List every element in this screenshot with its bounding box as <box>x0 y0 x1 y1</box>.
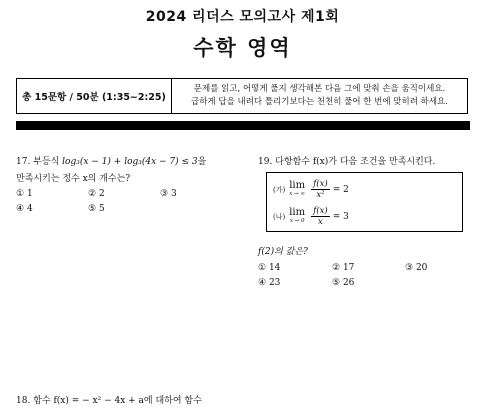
question-17-text-end: 을 <box>197 157 207 167</box>
limit-b-subscript: x → 0 <box>289 218 305 224</box>
q17-choice-5[interactable] <box>88 204 105 214</box>
question-19-line-1 <box>258 154 435 167</box>
choice-mark: ⑤ <box>332 278 341 288</box>
question-18-text: 함수 f(x) = − x² − 4x + a에 대하여 함수 <box>33 396 202 406</box>
choice-value: 4 <box>26 204 33 214</box>
instructions <box>172 79 467 113</box>
question-19-number: 19. <box>258 157 273 167</box>
question-17-line-1 <box>16 154 206 167</box>
question-17-line-2: 만족시키는 정수 x의 개수는? <box>16 174 131 184</box>
question-19-text: 다항함수 f(x)가 다음 조건을 만족시킨다. <box>275 157 436 167</box>
subject-title: 수학 영역 <box>193 36 292 60</box>
choice-value: 17 <box>342 263 355 273</box>
choice-mark: ③ <box>405 263 414 273</box>
limit-a: lim x → ∞ <box>289 180 306 197</box>
choice-value: 20 <box>415 263 428 273</box>
choice-mark: ① <box>16 189 25 199</box>
q17-choice-2[interactable] <box>88 189 105 199</box>
q19-choice-4[interactable] <box>258 278 280 288</box>
condition-b-rhs: = 3 <box>332 211 349 222</box>
condition-b <box>273 206 349 227</box>
q17-choice-3[interactable] <box>160 189 177 199</box>
choice-mark: ③ <box>160 189 169 199</box>
question-17-inequality: log₃(x − 1) + log₃(4x − 7) ≤ 3 <box>62 157 198 167</box>
choice-value: 14 <box>268 263 281 273</box>
choice-mark: ② <box>88 189 97 199</box>
choice-mark: ④ <box>16 204 25 214</box>
question-19-question: f(2)의 값은? <box>258 247 308 257</box>
fraction-a <box>311 179 330 200</box>
question-19-prompt <box>258 244 308 257</box>
exam-title: 2024 리더스 모의고사 제1회 <box>145 9 340 25</box>
limit-a-subscript: x → ∞ <box>289 191 306 197</box>
fraction-a-denominator: x² <box>316 190 325 200</box>
limit-b: lim x → 0 <box>289 207 306 224</box>
choice-mark: ① <box>258 263 267 273</box>
choice-mark: ② <box>332 263 341 273</box>
info-box <box>16 78 468 114</box>
choice-mark: ⑤ <box>88 204 97 214</box>
q17-choice-1[interactable] <box>16 189 33 199</box>
question-17-text: 부등식 <box>33 157 60 167</box>
question-17-number: 17. <box>16 157 31 167</box>
q19-choice-5[interactable] <box>332 278 354 288</box>
question-18-line-1 <box>16 393 202 406</box>
q19-choice-1[interactable] <box>258 263 280 273</box>
question-18-number: 18. <box>16 396 31 406</box>
fraction-b-numerator: f(x) <box>313 206 328 216</box>
instructions-line-2: 급하게 답을 내려다 틀리기보다는 천천히 풀어 한 번에 맞히려 하세요. <box>191 97 448 107</box>
condition-a <box>273 179 349 200</box>
exam-summary: 총 15문항 / 50분 (1:35~2:25) <box>17 79 172 113</box>
choice-value: 26 <box>342 278 355 288</box>
fraction-a-numerator: f(x) <box>313 179 328 189</box>
choice-value: 1 <box>26 189 33 199</box>
choice-value: 2 <box>98 189 105 199</box>
q17-choice-4[interactable] <box>16 204 33 214</box>
choice-value: 3 <box>170 189 177 199</box>
condition-box <box>266 172 463 232</box>
instructions-line-1: 문제를 읽고, 어떻게 풀지 생각해본 다음 그에 맞춰 손을 움직이세요. <box>193 84 446 94</box>
condition-b-label: (나) <box>273 212 286 221</box>
choice-value: 5 <box>98 204 105 214</box>
choice-value: 23 <box>268 278 281 288</box>
divider-bar <box>16 121 470 130</box>
fraction-b-denominator: x <box>318 217 323 227</box>
fraction-b <box>311 206 330 227</box>
q19-choice-2[interactable] <box>332 263 354 273</box>
condition-a-rhs: = 2 <box>332 184 349 195</box>
condition-a-label: (가) <box>273 185 286 194</box>
choice-mark: ④ <box>258 278 267 288</box>
q19-choice-3[interactable] <box>405 263 427 273</box>
